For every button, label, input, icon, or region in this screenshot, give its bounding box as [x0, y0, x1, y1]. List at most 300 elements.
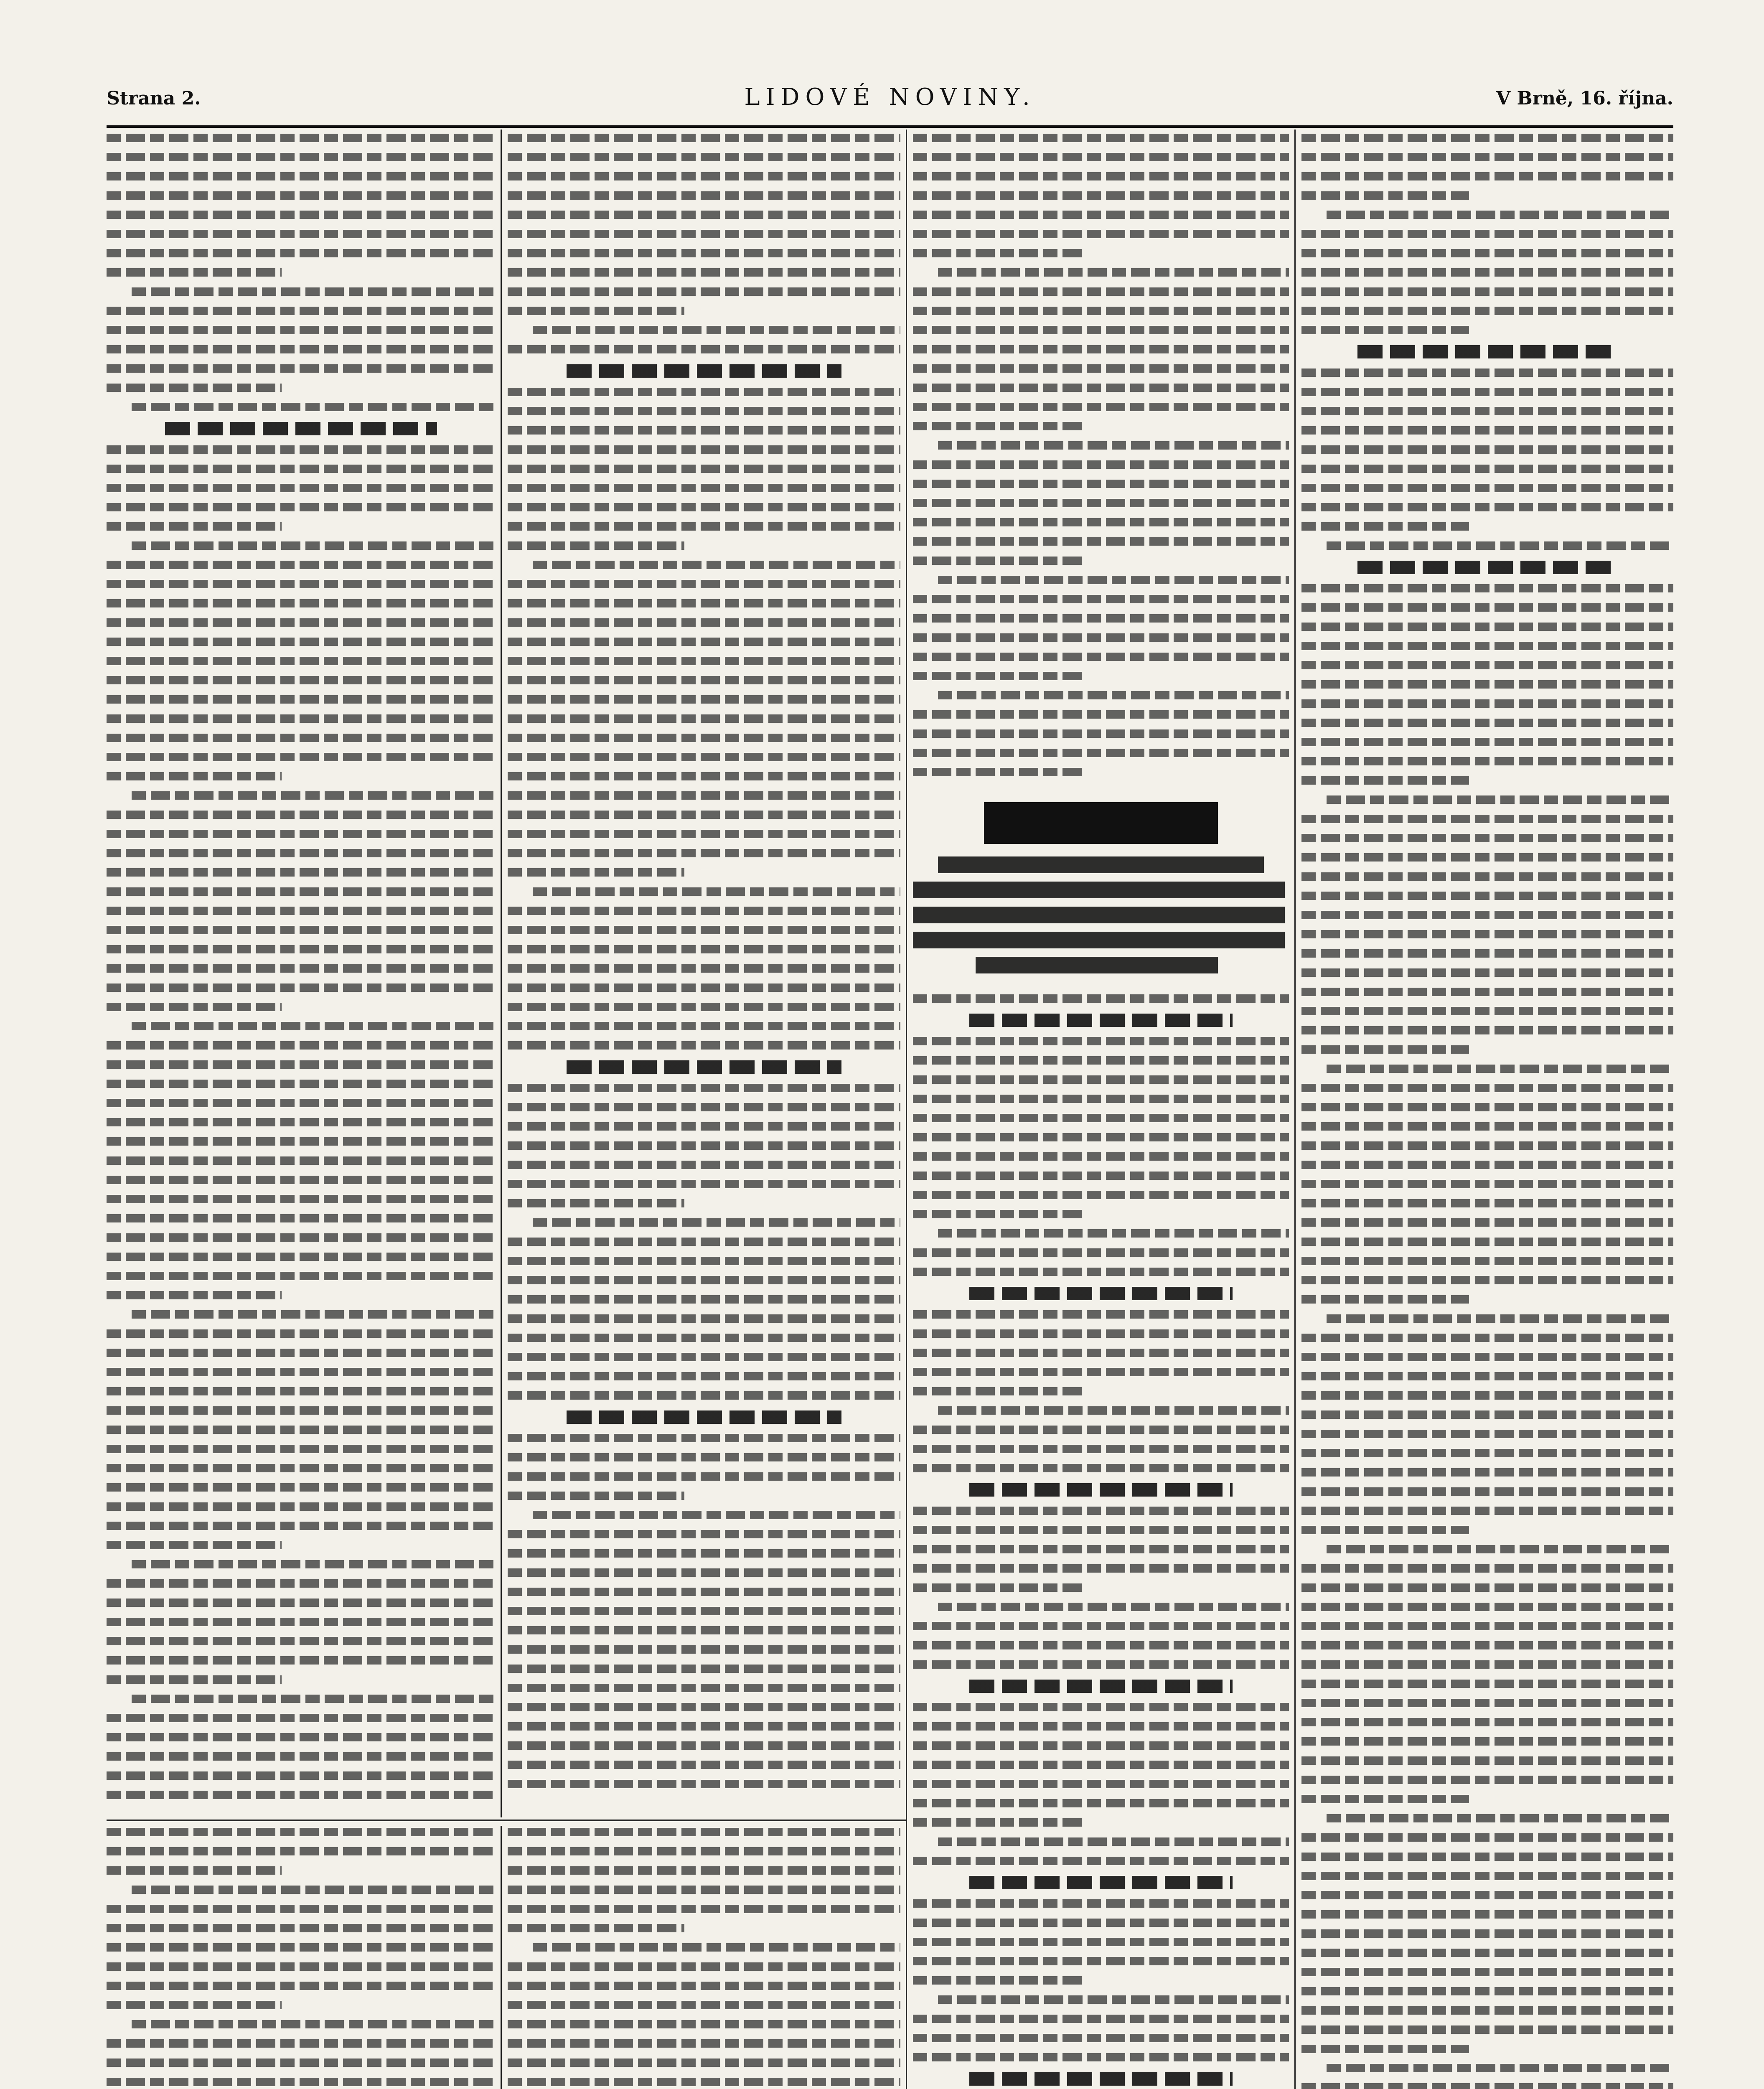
subheading-line — [969, 1680, 1233, 1693]
text-line — [508, 2020, 900, 2028]
text-line — [107, 1195, 495, 1203]
text-line — [508, 811, 900, 819]
text-line — [508, 484, 900, 492]
text-line — [1301, 1468, 1673, 1477]
text-line — [1301, 892, 1673, 900]
text-line — [508, 1434, 900, 1442]
text-line — [107, 1905, 495, 1913]
text-line — [508, 1568, 900, 1577]
text-line — [1301, 445, 1673, 454]
text-line — [107, 657, 495, 665]
text-line — [107, 522, 282, 531]
text-line — [913, 249, 1082, 257]
text-line — [508, 1982, 900, 1990]
text-line — [913, 595, 1289, 603]
text-line — [1301, 368, 1673, 377]
text-line — [1301, 699, 1673, 708]
text-line — [107, 249, 495, 257]
text-line — [913, 307, 1289, 315]
text-line — [107, 1924, 495, 1932]
text-line — [508, 172, 900, 180]
text-line — [913, 1526, 1289, 1534]
text-line — [107, 1099, 495, 1107]
text-line — [938, 268, 1289, 277]
text-line — [107, 1943, 495, 1952]
section-heading — [984, 802, 1218, 844]
text-line — [1301, 1968, 1673, 1976]
text-line — [1301, 388, 1673, 396]
text-line — [913, 1310, 1289, 1319]
text-line — [913, 1622, 1289, 1630]
text-line — [508, 1847, 900, 1855]
text-line — [508, 1314, 900, 1323]
text-line — [913, 749, 1289, 757]
text-line — [508, 1453, 900, 1461]
text-line — [1301, 1680, 1673, 1688]
text-line — [508, 580, 900, 588]
text-line — [508, 1084, 900, 1092]
text-line — [107, 1791, 495, 1799]
subheading-line — [969, 1876, 1233, 1889]
text-line — [1327, 1814, 1673, 1822]
text-line — [913, 1464, 1289, 1472]
text-line — [1327, 795, 1673, 804]
text-line — [107, 964, 495, 973]
text-line — [107, 1272, 495, 1280]
text-line — [508, 1722, 900, 1731]
text-line — [107, 638, 495, 646]
text-line — [107, 580, 495, 588]
text-line — [1301, 407, 1673, 415]
text-line — [1301, 949, 1673, 958]
subheading-line — [969, 2072, 1233, 2086]
text-line — [1327, 1314, 1673, 1323]
text-line — [1301, 757, 1673, 765]
text-line — [107, 1752, 495, 1761]
text-line — [107, 618, 495, 627]
text-line — [913, 1191, 1289, 1199]
text-line — [938, 1406, 1289, 1415]
text-line — [1301, 1372, 1673, 1380]
page-header — [107, 84, 1673, 123]
text-line — [508, 599, 900, 607]
text-line — [1301, 680, 1673, 689]
text-line — [913, 1133, 1289, 1141]
text-line — [1301, 191, 1469, 200]
text-line — [1301, 1756, 1673, 1765]
text-line — [913, 172, 1289, 180]
text-line — [107, 1828, 495, 1836]
text-line — [508, 907, 900, 915]
lead-headline — [913, 907, 1285, 923]
text-line — [533, 561, 900, 569]
text-line — [107, 1368, 495, 1376]
text-line — [508, 753, 900, 761]
text-line — [508, 541, 684, 550]
text-line — [1327, 1545, 1673, 1553]
text-line — [107, 384, 282, 392]
text-line — [1301, 1699, 1673, 1707]
text-line — [913, 1957, 1289, 1965]
text-line — [508, 1161, 900, 1169]
text-line — [107, 945, 495, 953]
text-line — [508, 134, 900, 142]
text-line — [508, 676, 900, 684]
text-line — [508, 618, 900, 627]
text-line — [913, 1818, 1082, 1827]
text-line — [913, 1780, 1289, 1788]
text-line — [508, 1924, 684, 1932]
text-line — [1301, 426, 1673, 435]
text-line — [1301, 2006, 1673, 2015]
text-line — [913, 1722, 1289, 1731]
text-line — [1301, 2045, 1469, 2053]
text-line — [107, 1406, 495, 1415]
text-line — [107, 714, 495, 723]
text-line — [938, 1837, 1289, 1846]
text-line — [107, 695, 495, 704]
newspaper-title: LIDOVÉ NOVINY. — [744, 84, 1036, 111]
text-line — [1301, 1853, 1673, 1861]
text-line — [508, 1391, 900, 1400]
text-line — [107, 676, 495, 684]
text-line — [107, 561, 495, 569]
text-line — [508, 426, 900, 435]
text-line — [913, 1545, 1289, 1553]
text-line — [1301, 853, 1673, 862]
text-line — [132, 1886, 495, 1894]
text-line — [107, 1329, 495, 1338]
text-line — [107, 868, 495, 877]
text-line — [1301, 2025, 1673, 2034]
text-line — [1301, 1910, 1673, 1919]
text-line — [107, 887, 495, 896]
text-line — [1301, 1122, 1673, 1131]
text-line — [913, 1976, 1082, 1985]
text-line — [1301, 1603, 1673, 1611]
text-line — [107, 1714, 495, 1722]
text-line — [913, 1426, 1289, 1434]
text-line — [913, 1056, 1289, 1065]
text-line — [107, 830, 495, 838]
text-line — [913, 1899, 1289, 1908]
text-line — [938, 441, 1289, 450]
text-line — [1301, 307, 1673, 315]
text-line — [913, 2015, 1289, 2023]
text-line — [1301, 1430, 1673, 1438]
text-line — [107, 907, 495, 915]
text-line — [107, 849, 495, 857]
text-line — [913, 1268, 1289, 1276]
text-line — [508, 1828, 900, 1836]
text-line — [913, 1799, 1289, 1807]
text-line — [508, 1041, 900, 1050]
text-line — [508, 1199, 684, 1207]
text-line — [1301, 1276, 1673, 1284]
text-line — [913, 1564, 1289, 1573]
text-line — [1301, 153, 1673, 161]
text-line — [1301, 268, 1673, 277]
text-line — [107, 2078, 495, 2086]
text-line — [1301, 661, 1673, 669]
subheading-line — [969, 1014, 1233, 1027]
text-line — [913, 768, 1082, 776]
text-line — [508, 1588, 900, 1596]
text-line — [1301, 1141, 1673, 1150]
text-line — [508, 388, 900, 396]
text-line — [913, 614, 1289, 623]
text-line — [1301, 1929, 1673, 1938]
text-line — [1301, 1526, 1469, 1534]
column-separator — [501, 1826, 502, 2089]
text-line — [107, 1866, 282, 1875]
text-line — [1327, 211, 1673, 219]
text-line — [913, 1349, 1289, 1357]
text-line — [913, 1329, 1289, 1338]
text-line — [1301, 1891, 1673, 1899]
text-line — [1301, 1737, 1673, 1746]
text-line — [1301, 776, 1469, 785]
text-line — [913, 1583, 1082, 1592]
text-line — [107, 1080, 495, 1088]
text-line — [1301, 465, 1673, 473]
text-line — [508, 868, 684, 877]
text-line — [1301, 1449, 1673, 1457]
text-line — [508, 1866, 900, 1875]
text-line — [938, 576, 1289, 584]
text-line — [132, 1560, 495, 1568]
article-column-6 — [508, 1828, 900, 2089]
text-line — [107, 364, 495, 373]
page-number: Strana 2. — [107, 88, 201, 109]
text-line — [938, 1995, 1289, 2004]
text-line — [1301, 1718, 1673, 1726]
text-line — [107, 503, 495, 511]
text-line — [508, 1022, 900, 1030]
text-line — [107, 1233, 495, 1242]
text-line — [1301, 1257, 1673, 1265]
text-line — [508, 1645, 900, 1654]
text-line — [508, 714, 900, 723]
text-line — [508, 1962, 900, 1971]
lead-headline — [913, 882, 1285, 898]
text-line — [107, 1522, 495, 1530]
text-line — [508, 2001, 900, 2009]
text-line — [508, 772, 900, 780]
text-line — [533, 1943, 900, 1952]
text-line — [913, 1507, 1289, 1515]
text-line — [533, 887, 900, 896]
text-line — [107, 191, 495, 200]
text-line — [1301, 1007, 1673, 1015]
text-line — [508, 1372, 900, 1380]
text-line — [508, 1180, 900, 1188]
text-line — [508, 830, 900, 838]
text-line — [1301, 484, 1673, 492]
text-line — [913, 1660, 1289, 1669]
article-column-4 — [1301, 134, 1673, 2089]
text-line — [107, 1579, 495, 1588]
text-line — [1301, 1949, 1673, 1957]
text-line — [1301, 1045, 1469, 1054]
text-line — [508, 1276, 900, 1284]
text-line — [508, 1761, 900, 1769]
text-line — [913, 230, 1289, 238]
text-line — [107, 1349, 495, 1357]
text-line — [913, 384, 1289, 392]
text-line — [1301, 1660, 1673, 1669]
text-line — [107, 326, 495, 334]
text-line — [107, 753, 495, 761]
text-line — [107, 1060, 495, 1069]
header-rule — [107, 125, 1673, 128]
text-line — [132, 1022, 495, 1030]
text-line — [107, 1445, 495, 1453]
text-line — [508, 1684, 900, 1692]
text-line — [1301, 1026, 1673, 1034]
text-line — [533, 1511, 900, 1519]
text-line — [508, 1741, 900, 1750]
text-line — [1301, 1103, 1673, 1111]
text-line — [913, 1095, 1289, 1103]
text-line — [913, 1703, 1289, 1711]
text-line — [1301, 719, 1673, 727]
text-line — [1301, 1487, 1673, 1496]
text-line — [508, 1122, 900, 1131]
text-line — [913, 134, 1289, 142]
text-line — [107, 1656, 495, 1665]
text-line — [107, 153, 495, 161]
text-line — [1301, 1564, 1673, 1573]
text-line — [107, 1176, 495, 1184]
text-line — [508, 2039, 900, 2048]
text-line — [107, 1847, 495, 1855]
text-line — [1301, 1833, 1673, 1842]
text-line — [508, 1626, 900, 1634]
text-line — [508, 1905, 900, 1913]
text-line — [508, 153, 900, 161]
text-line — [1301, 1776, 1673, 1784]
text-line — [132, 1310, 495, 1319]
text-line — [508, 211, 900, 219]
text-line — [1327, 541, 1673, 550]
text-line — [1301, 623, 1673, 631]
text-line — [508, 1141, 900, 1150]
text-line — [508, 1353, 900, 1361]
column-separator — [501, 130, 502, 1817]
text-line — [508, 1549, 900, 1558]
text-line — [1301, 1622, 1673, 1630]
text-line — [913, 480, 1289, 488]
article-column-3 — [913, 134, 1289, 2089]
text-line — [508, 522, 900, 531]
text-line — [132, 2020, 495, 2028]
text-line — [508, 1492, 684, 1500]
text-line — [132, 1695, 495, 1703]
text-line — [1301, 1987, 1673, 1995]
text-line — [1301, 1795, 1469, 1803]
text-line — [107, 2001, 282, 2009]
text-line — [508, 345, 900, 353]
text-line — [913, 403, 1289, 411]
article-column-5 — [107, 1828, 495, 2089]
subheading-line — [969, 1483, 1233, 1497]
text-line — [938, 1229, 1289, 1238]
text-line — [1301, 1238, 1673, 1246]
text-line — [508, 465, 900, 473]
text-line — [1301, 738, 1673, 746]
text-line — [508, 984, 900, 992]
text-line — [1301, 1334, 1673, 1342]
text-line — [132, 403, 495, 411]
text-line — [1301, 1161, 1673, 1169]
text-line — [1301, 834, 1673, 842]
column-separator — [906, 130, 907, 2089]
text-line — [913, 1445, 1289, 1453]
text-line — [913, 287, 1289, 296]
text-line — [508, 307, 684, 315]
text-line — [107, 1637, 495, 1645]
subheading-line — [1357, 561, 1618, 574]
text-line — [1301, 642, 1673, 650]
text-line — [132, 287, 495, 296]
text-line — [508, 1257, 900, 1265]
text-line — [913, 326, 1289, 334]
text-line — [107, 134, 495, 142]
text-line — [1301, 988, 1673, 996]
text-line — [107, 1426, 495, 1434]
text-line — [1301, 911, 1673, 919]
text-line — [913, 364, 1289, 373]
text-line — [913, 1387, 1082, 1395]
text-line — [913, 2053, 1289, 2061]
text-line — [913, 1210, 1082, 1218]
text-line — [508, 1703, 900, 1711]
issue-date: V Brně, 16. října. — [1496, 88, 1673, 109]
text-line — [107, 445, 495, 454]
text-line — [1301, 815, 1673, 823]
text-line — [1301, 230, 1673, 238]
text-line — [107, 1118, 495, 1126]
text-line — [913, 1248, 1289, 1257]
text-line — [508, 1295, 900, 1304]
text-line — [913, 191, 1289, 200]
text-line — [107, 2059, 495, 2067]
text-line — [132, 791, 495, 800]
text-line — [913, 345, 1289, 353]
subheading-line — [1357, 345, 1618, 358]
text-line — [913, 211, 1289, 219]
lead-headline — [976, 957, 1218, 973]
section-rule — [107, 1820, 907, 1821]
text-line — [1301, 1084, 1673, 1092]
column-separator — [1294, 130, 1296, 2089]
text-line — [508, 268, 900, 277]
text-line — [107, 1291, 282, 1299]
text-line — [1301, 1391, 1673, 1400]
text-line — [913, 153, 1289, 161]
text-line — [913, 672, 1082, 680]
text-line — [508, 695, 900, 704]
text-line — [913, 499, 1289, 507]
text-line — [107, 599, 495, 607]
text-line — [508, 230, 900, 238]
text-line — [508, 1665, 900, 1673]
text-line — [107, 811, 495, 819]
text-line — [1301, 1218, 1673, 1227]
text-line — [1301, 603, 1673, 612]
text-line — [913, 1919, 1289, 1927]
